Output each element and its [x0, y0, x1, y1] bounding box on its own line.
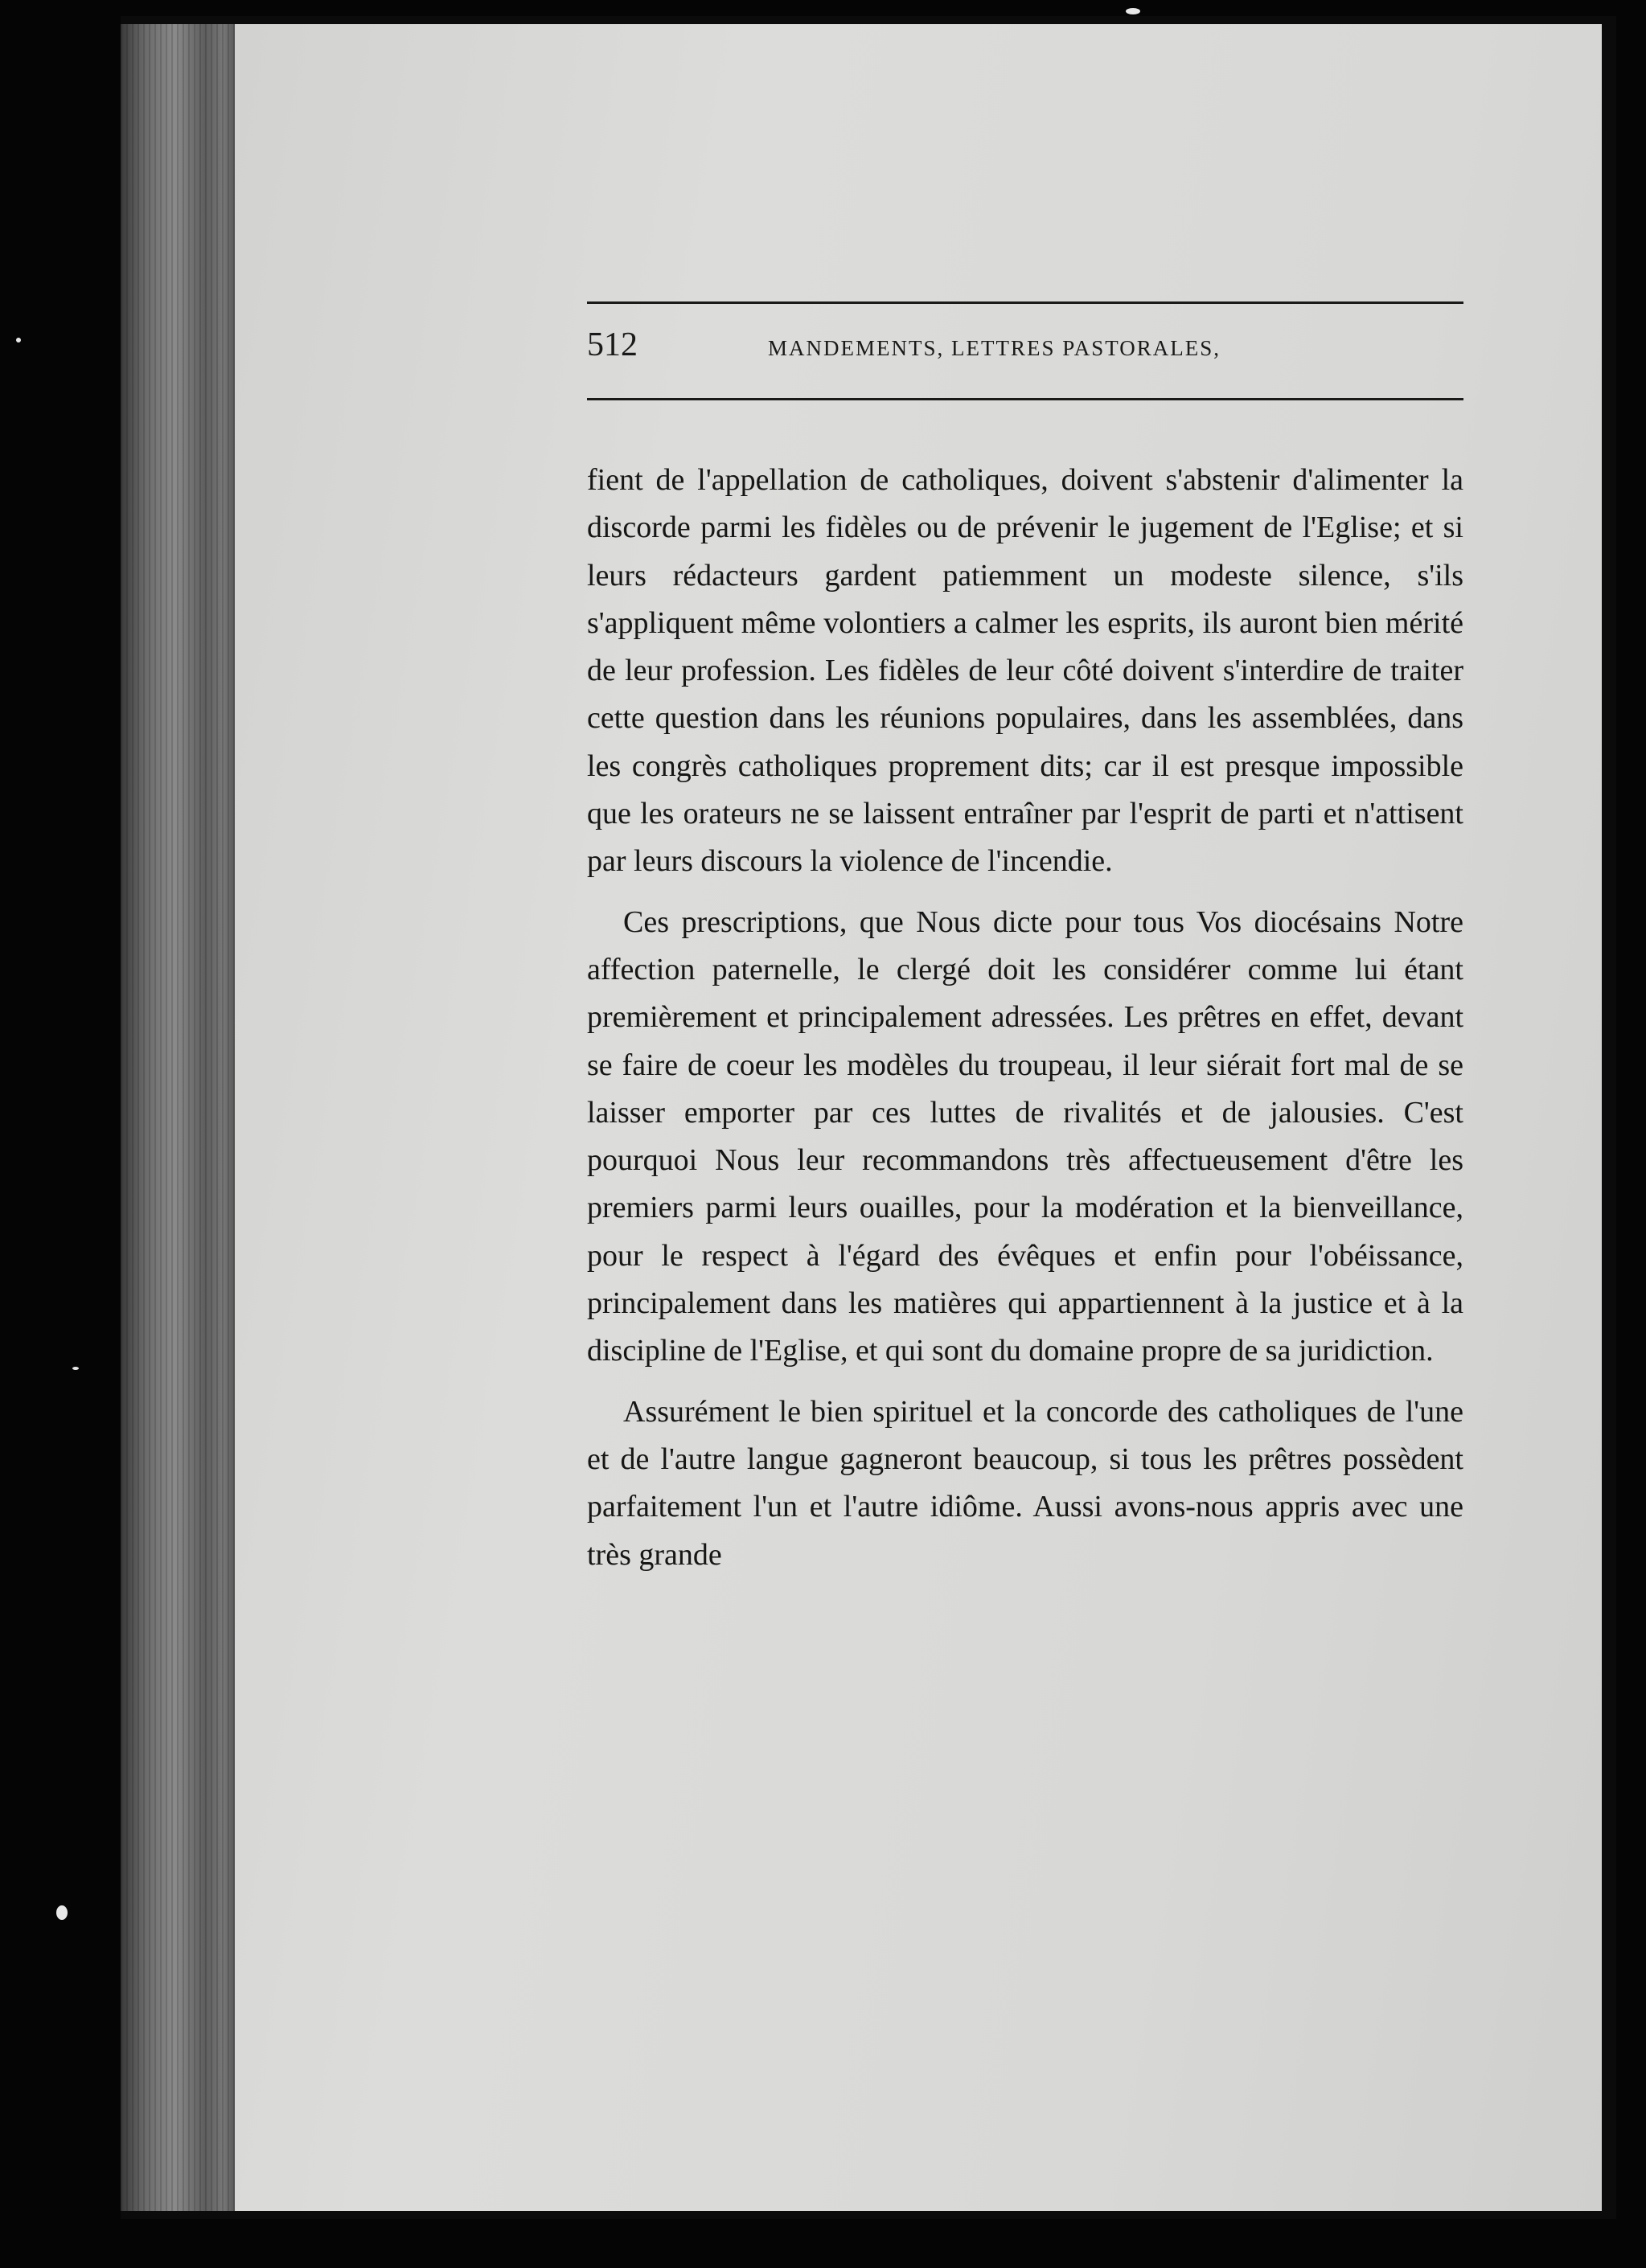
running-title: MANDEMENTS, LETTRES PASTORALES, — [768, 336, 1221, 360]
scan-speck — [1126, 8, 1140, 14]
header-rule-bottom — [587, 398, 1463, 400]
paragraph-3: Assurément le bien spirituel et la concorde des catholiques de l'une et de l'autre langue gagneront beaucoup, si tous les prêtres possèdent parfaitement l'un et l'autre idiôme. Aussi avons-nous appris avec une très grande — [587, 1394, 1463, 1572]
header-rule-top — [587, 301, 1463, 304]
scan-speck — [56, 1905, 68, 1920]
scan-speck — [16, 338, 21, 342]
paragraph-2: Ces prescriptions, que Nous dicte pour tous Vos diocésains Notre affection paternelle, le clergé doit les considérer comme lui étant premièrement et principalement adressées. Les prêtres en effet, devant se faire de coeur les modèles du troupeau, il leur siérait fort mal de se laisser emporter par ces luttes de rivalités et de jalousies. C'est pourquoi Nous leur recommandons très affectueusement d'être les premiers parmi leurs ouailles, pour la modération et la bienveillance, pour le respect à l'égard des évêques et enfin pour l'obéissance, principalement dans les matières qui appartiennent à la justice et à la discipline de l'Eglise, et qui sont du domaine propre de sa juridiction. — [587, 904, 1463, 1368]
body-text — [587, 457, 1463, 1579]
scan-speck — [72, 1367, 79, 1370]
book-spine-edge — [121, 24, 241, 2211]
paragraph-1: fient de l'appellation de catholiques, doivent s'abstenir d'alimenter la discorde parmi les fidèles ou de prévenir le jugement de l'Eglise; et si leurs rédacteurs gardent patiemment un modeste silence, s'ils s'appliquent même volontiers a calmer les esprits, ils auront bien mérité de leur profession. Les fidèles de leur côté doivent s'interdire de traiter cette question dans les réunions populaires, dans les assemblées, dans les congrès catholiques proprement dits; car il est presque impossible que les orateurs ne se laissent entraîner par l'esprit de parti et n'attisent par leurs discours la violence de l'incendie. — [587, 463, 1463, 879]
page-number: 512 — [587, 326, 638, 363]
